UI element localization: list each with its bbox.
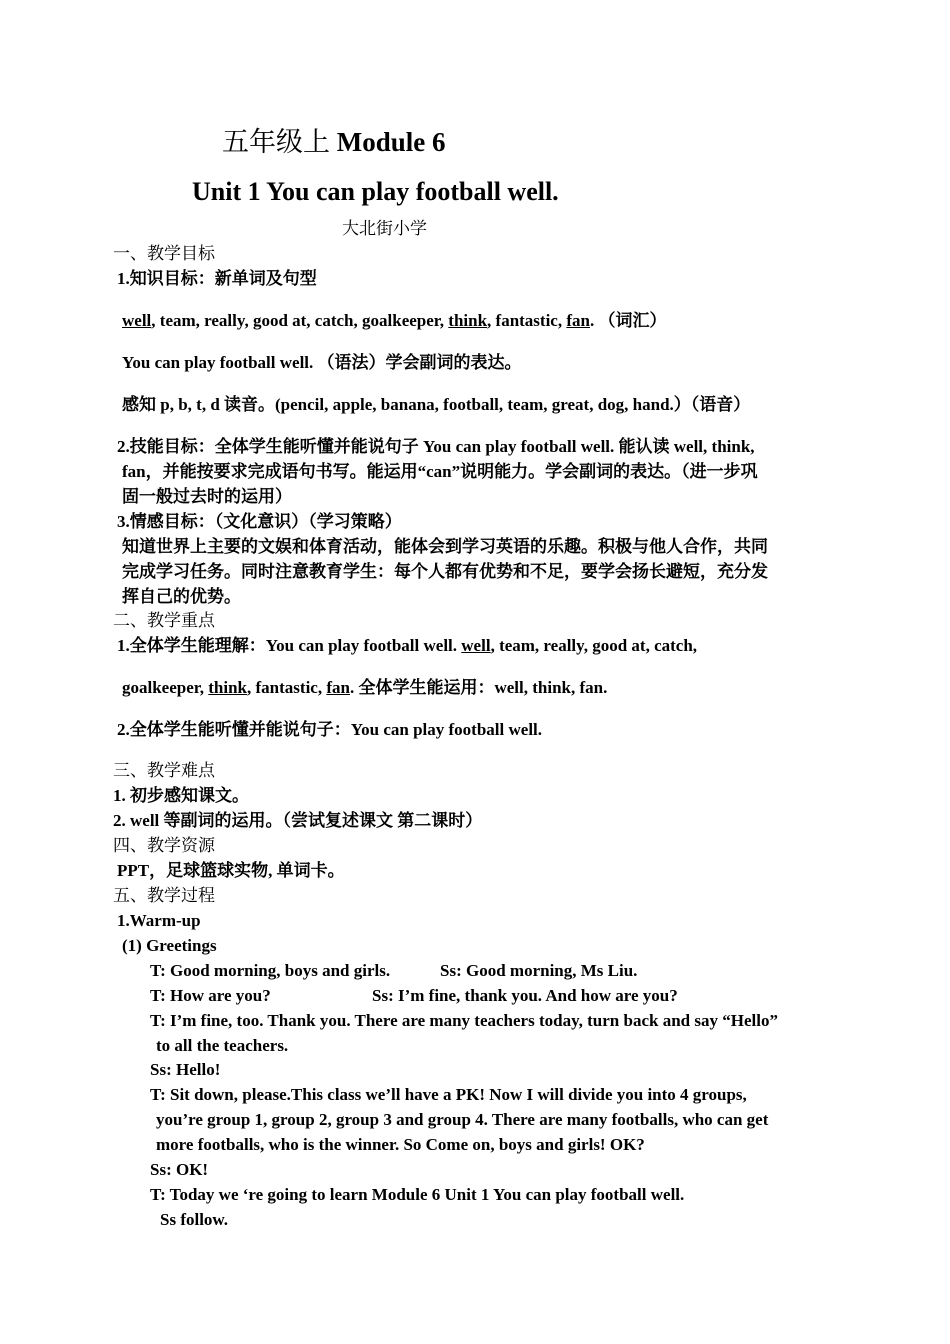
dialogue-line: Ss: I’m fine, thank you. And how are you? (372, 986, 678, 1005)
emotion-goal-line: 挥自己的优势。 (122, 587, 241, 606)
warmup-label: 1.Warm-up (117, 911, 201, 930)
section-heading-resources: 四、教学资源 (113, 836, 215, 855)
section-heading-process: 五、教学过程 (113, 886, 215, 905)
difficulty-item: 2. well 等副词的运用。（尝试复述课文 第二课时） (113, 811, 483, 830)
key-point-text: goalkeeper, (122, 678, 209, 697)
dialogue-line: Ss: Hello! (150, 1060, 221, 1079)
vocab-well: well (122, 311, 152, 330)
grade-label: 五年级上 (222, 127, 330, 157)
dialogue-line: Ss follow. (160, 1210, 229, 1229)
phonics-line: 感知 p, b, t, d 读音。(pencil, apple, banana, football, team, great, dog, hand.）（语音） (122, 395, 751, 414)
dialogue-line: T: Good morning, boys and girls. (150, 961, 391, 980)
dialogue-line: T: How are you? (150, 986, 271, 1005)
dialogue-line: more footballs, who is the winner. So Come on, boys and girls! OK? (156, 1135, 645, 1154)
section-heading-key-points: 二、教学重点 (113, 611, 215, 630)
emotion-goal-label: 3.情感目标：（文化意识）（学习策略） (117, 512, 402, 531)
key-fan: fan (326, 678, 350, 697)
key-point-text: 1.全体学生能理解：You can play football well. (117, 636, 462, 655)
key-point-line (117, 635, 697, 657)
key-point-text: . 全体学生能运用：well, think, fan. (349, 678, 608, 697)
dialogue-line: to all the teachers. (156, 1036, 289, 1055)
page-title (222, 126, 446, 158)
skill-goal-line: fan，并能按要求完成语句书写。能运用“can”说明能力。学会副词的表达。（进一步巩 (122, 462, 758, 481)
skill-goal-line: 固一般过去时的运用） (122, 487, 292, 506)
module-label: Module 6 (336, 127, 446, 157)
key-point-line (122, 677, 607, 699)
section-heading-difficulties: 三、教学难点 (113, 761, 215, 780)
school-name: 大北街小学 (342, 219, 427, 238)
vocab-text: , fantastic, (487, 311, 567, 330)
knowledge-goal-label: 1.知识目标：新单词及句型 (117, 269, 317, 288)
dialogue-line: Ss: Good morning, Ms Liu. (440, 961, 638, 980)
greetings-label: (1) Greetings (122, 936, 217, 955)
emotion-goal-line: 知道世界上主要的文娱和体育活动，能体会到学习英语的乐趣。积极与他人合作，共同 (122, 537, 768, 556)
unit-title: Unit 1 You can play football well. (192, 177, 559, 206)
dialogue-line: T: Today we ‘re going to learn Module 6 Unit 1 You can play football well. (150, 1185, 685, 1204)
vocab-fan: fan (566, 311, 590, 330)
dialogue-line: T: Sit down, please.This class we’ll have a PK! Now I will divide you into 4 groups, (150, 1085, 747, 1104)
dialogue-line: you’re group 1, group 2, group 3 and group 4. There are many footballs, who can get (156, 1110, 769, 1129)
vocab-text: , team, really, good at, catch, goalkeeper, (151, 311, 449, 330)
dialogue-line: T: I’m fine, too. Thank you. There are many teachers today, turn back and say “Hello” (150, 1011, 778, 1030)
key-think: think (208, 678, 248, 697)
key-point-line: 2.全体学生能听懂并能说句子：You can play football well. (117, 720, 543, 739)
key-point-text: , team, really, good at, catch, (490, 636, 698, 655)
difficulty-item: 1. 初步感知课文。 (113, 786, 249, 805)
dialogue-line: Ss: OK! (150, 1160, 209, 1179)
key-well: well (461, 636, 491, 655)
skill-goal-line: 2.技能目标：全体学生能听懂并能说句子 You can play football well. 能认读 well, think, (117, 437, 755, 456)
grammar-line: You can play football well. （语法）学会副词的表达。 (122, 353, 522, 372)
section-heading-objectives: 一、教学目标 (113, 244, 215, 263)
resources-text: PPT，足球篮球实物, 单词卡。 (117, 861, 345, 880)
key-point-text: , fantastic, (247, 678, 327, 697)
emotion-goal-line: 完成学习任务。同时注意教育学生：每个人都有优势和不足，要学会扬长避短，充分发 (122, 562, 768, 581)
vocab-think: think (448, 311, 488, 330)
vocab-text: . （词汇） (589, 311, 667, 330)
vocab-line (122, 310, 666, 332)
